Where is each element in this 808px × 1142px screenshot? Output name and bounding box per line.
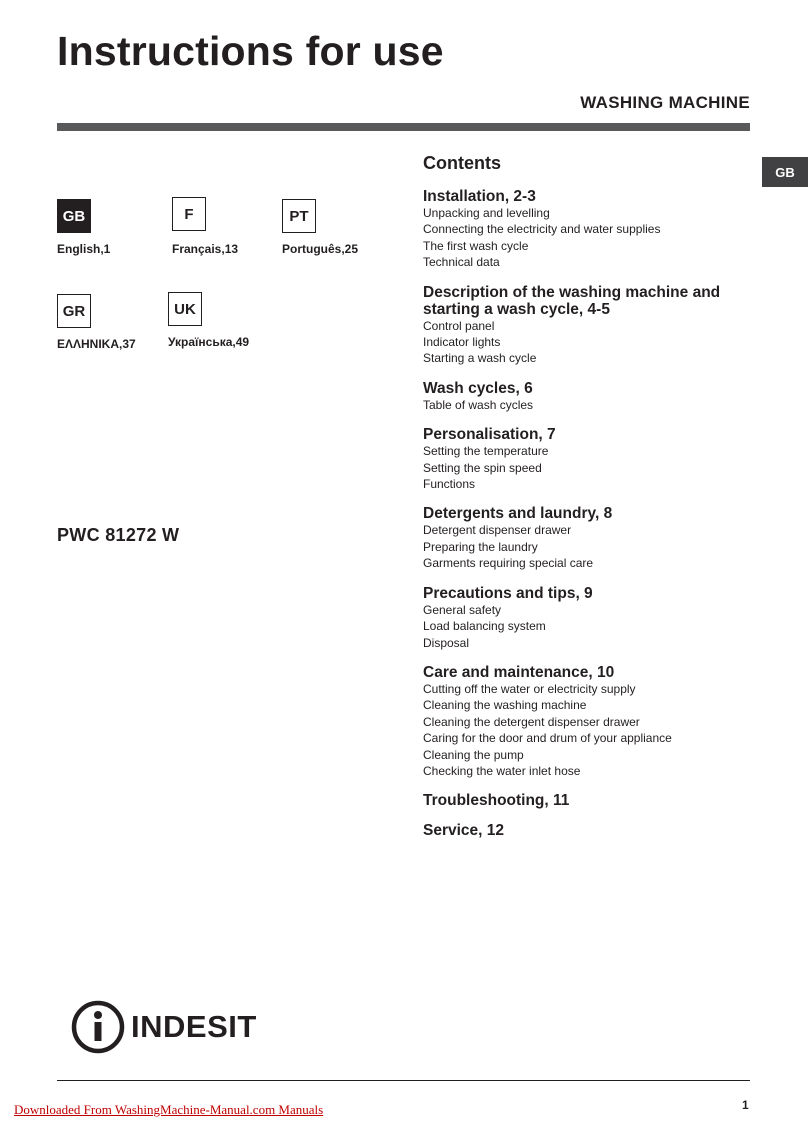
language-box-gr[interactable]: GR	[57, 294, 91, 328]
contents-section-title: Personalisation, 7	[423, 426, 556, 444]
language-label-gb: English,1	[57, 242, 111, 256]
language-label-f: Français,13	[172, 242, 239, 256]
contents-section-title: Wash cycles, 6	[423, 379, 533, 397]
product-type: WASHING MACHINE	[580, 93, 750, 112]
contents-section-title: Detergents and laundry, 8	[423, 505, 613, 523]
language-box-f[interactable]: F	[172, 197, 206, 231]
indesit-logo-icon	[71, 1000, 125, 1054]
language-label-uk: Українська,49	[168, 335, 250, 349]
contents-section-item: Unpacking and levelling	[423, 206, 550, 220]
contents-section-item: Disposal	[423, 635, 470, 650]
contents-section-item: Cleaning the washing machine	[423, 698, 587, 713]
contents-heading: Contents	[423, 153, 501, 173]
language-box-pt[interactable]: PT	[282, 199, 316, 233]
page-number: 1	[742, 1098, 749, 1112]
contents-section-item: Functions	[423, 477, 476, 492]
contents-section-item: Garments requiring special care	[423, 556, 594, 571]
header-rule	[57, 123, 750, 131]
indesit-logo-wordmark: INDESIT	[131, 1009, 257, 1044]
contents-section-title: Installation, 2-3	[423, 188, 536, 205]
footer-rule	[57, 1080, 750, 1081]
contents-section-item: Cutting off the water or electricity supply	[423, 681, 636, 696]
indesit-logo	[71, 1000, 257, 1054]
contents-section	[423, 380, 753, 413]
contents-section-item: Control panel	[423, 318, 495, 333]
contents-section-title: Precautions and tips, 9	[423, 584, 593, 602]
contents-section-item: Setting the temperature	[423, 444, 549, 459]
contents-section-item: Indicator lights	[423, 335, 501, 350]
contents-section	[423, 664, 753, 779]
contents-section	[423, 188, 753, 271]
download-source-link[interactable]: Downloaded From WashingMachine-Manual.com Manuals	[14, 1102, 324, 1117]
language-label-gr: ΕΛΛΗΝΙΚΑ,37	[57, 337, 136, 351]
contents-section-item: General safety	[423, 602, 502, 617]
contents-sections	[423, 188, 753, 839]
contents-section	[423, 505, 753, 571]
contents-section	[423, 585, 753, 651]
contents-section-item: Caring for the door and drum of your appliance	[423, 731, 672, 746]
contents-section-item: Checking the water inlet hose	[423, 763, 581, 778]
contents-section-item: Preparing the laundry	[423, 539, 538, 554]
contents-section	[423, 822, 753, 839]
contents-section-item: Setting the spin speed	[423, 460, 542, 475]
contents-section-item: Table of wash cycles	[423, 397, 534, 412]
contents-section-title: Care and maintenance, 10	[423, 663, 615, 681]
contents-section-item: Starting a wash cycle	[423, 351, 537, 366]
contents-section	[423, 426, 753, 492]
contents-section-title: Troubleshooting, 11	[423, 792, 570, 810]
contents-section-item: Cleaning the detergent dispenser drawer	[423, 714, 640, 729]
contents-section	[423, 792, 753, 809]
language-side-tab: GB	[762, 157, 808, 187]
contents-section-item: Cleaning the pump	[423, 747, 524, 762]
contents-section-item: The first wash cycle	[423, 238, 529, 253]
language-box-gb[interactable]: GB	[57, 199, 91, 233]
contents-section	[423, 284, 753, 367]
language-label-pt: Português,25	[282, 242, 359, 256]
model-number: PWC 81272 W	[57, 525, 180, 545]
table-of-contents	[423, 152, 753, 852]
contents-section-item: Connecting the electricity and water supplies	[423, 222, 661, 237]
contents-section-item: Detergent dispenser drawer	[423, 523, 572, 538]
page-title: Instructions for use	[57, 28, 444, 74]
language-box-uk[interactable]: UK	[168, 292, 202, 326]
contents-section-title: Service, 12	[423, 822, 505, 840]
contents-section-item: Load balancing system	[423, 619, 546, 634]
contents-section-title: Description of the washing machine and starting a wash cycle, 4-5	[423, 283, 721, 318]
contents-section-item: Technical data	[423, 255, 500, 270]
